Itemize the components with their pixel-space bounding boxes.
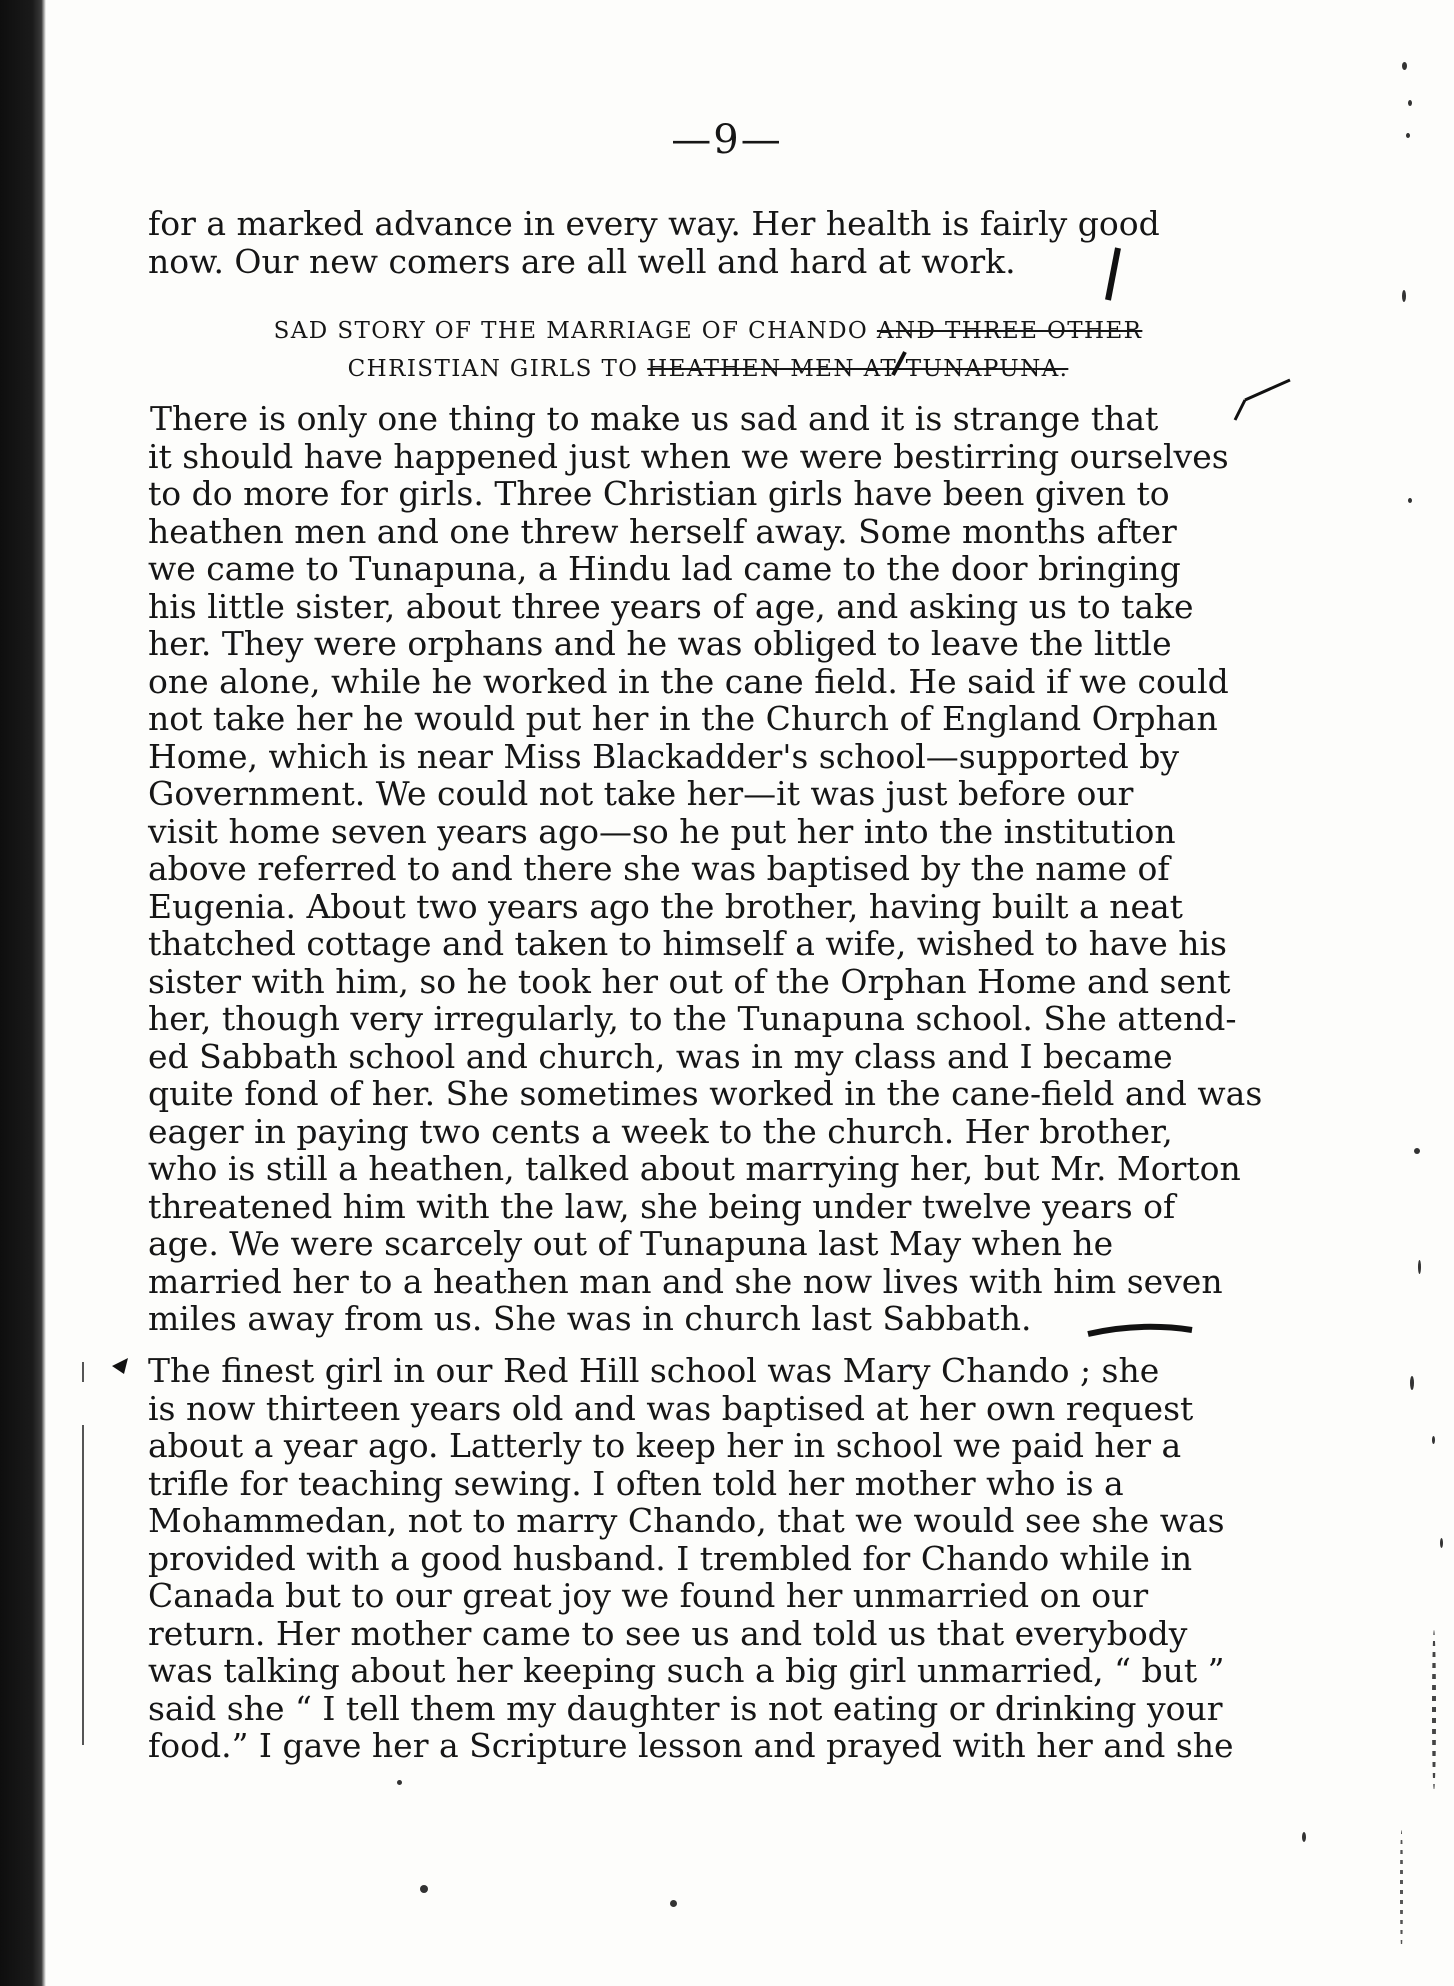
text-line: we came to Tunapuna, a Hindu lad came to the door bringing xyxy=(148,549,1181,588)
scan-speck xyxy=(1406,133,1410,138)
text-line: food.” I gave her a Scripture lesson and prayed with her and she xyxy=(148,1726,1234,1765)
page-number: —9— xyxy=(671,117,783,163)
text-line: it should have happened just when we were bestirring ourselves xyxy=(148,436,1229,476)
scan-speck xyxy=(397,1780,402,1785)
heading-line-1-struck-text: AND THREE OTHER xyxy=(876,318,1143,344)
text-line: thatched cottage and taken to himself a wife, wished to have his xyxy=(148,924,1227,963)
text-line: her. They were orphans and he was obliged to leave the little xyxy=(148,624,1172,663)
text-line: trifle for teaching sewing. I often told her mother who is a xyxy=(148,1463,1124,1503)
scan-speck xyxy=(1408,100,1412,106)
text-line: who is still a heathen, talked about marrying her, but Mr. Morton xyxy=(148,1149,1241,1188)
text-line: now. Our new comers are all well and hard at work. xyxy=(148,241,1016,281)
paragraph-eugenia xyxy=(148,400,1268,1338)
text-line: Home, which is near Miss Blackadder's school—supported by xyxy=(148,736,1180,776)
scan-binding-edge xyxy=(0,0,46,1986)
left-margin-tick xyxy=(82,1362,84,1382)
text-line: heathen men and one threw herself away. Some months after xyxy=(148,511,1177,551)
scan-speck xyxy=(1440,1538,1443,1548)
text-line: said she “ I tell them my daughter is not eating or drinking your xyxy=(148,1688,1223,1728)
text-line: Eugenia. About two years ago the brother, having built a neat xyxy=(148,886,1183,926)
text-line: visit home seven years ago—so he put her into the institution xyxy=(148,811,1176,851)
scan-speck xyxy=(420,1885,428,1893)
heading-line-1-text: SAD STORY OF THE MARRIAGE OF CHANDO xyxy=(273,318,869,344)
scan-speck xyxy=(1414,1148,1420,1154)
text-line: to do more for girls. Three Christian girls have been given to xyxy=(148,474,1170,513)
heading-line-2-text: CHRISTIAN GIRLS TO xyxy=(347,356,639,382)
text-line: his little sister, about three years of age, and asking us to take xyxy=(148,586,1194,626)
text-line: quite fond of her. She sometimes worked in the cane-field and was xyxy=(148,1074,1263,1113)
text-line: There is only one thing to make us sad and it is strange that xyxy=(150,399,1159,438)
text-line: one alone, while he worked in the cane field. He said if we could xyxy=(148,661,1229,701)
left-margin-line xyxy=(82,1425,84,1745)
scan-speck xyxy=(1302,1832,1306,1842)
text-line: was talking about her keeping such a big girl unmarried, “ but ” xyxy=(148,1651,1225,1690)
text-line: Government. We could not take her—it was just before our xyxy=(148,774,1134,813)
paragraph-mary-chando xyxy=(148,1352,1268,1765)
text-line: return. Her mother came to see us and told us that everybody xyxy=(148,1613,1188,1653)
scan-speck xyxy=(1432,1436,1435,1444)
text-line: age. We were scarcely out of Tunapuna last May when he xyxy=(148,1224,1114,1263)
scan-speck xyxy=(1418,1260,1421,1274)
text-line: for a marked advance in every way. Her health is fairly good xyxy=(148,204,1160,243)
scan-speck xyxy=(1402,290,1406,302)
text-line: eager in paying two cents a week to the church. Her brother, xyxy=(148,1111,1173,1151)
scan-speck xyxy=(1400,1830,1403,1950)
text-line: about a year ago. Latterly to keep her in school we paid her a xyxy=(148,1426,1182,1465)
paragraph-indent-mark xyxy=(112,1358,128,1374)
text-line: ed Sabbath school and church, was in my class and I became xyxy=(148,1036,1173,1076)
scan-speck xyxy=(1402,62,1407,70)
heading-line-2-struck-text: HEATHEN MEN AT TUNAPUNA. xyxy=(647,356,1069,382)
text-line: provided with a good husband. I trembled for Chando while in xyxy=(148,1538,1193,1578)
scan-speck xyxy=(1432,1630,1436,1790)
text-line: sister with him, so he took her out of the Orphan Home and sent xyxy=(148,961,1231,1001)
section-heading xyxy=(148,312,1268,388)
text-line: above referred to and there she was baptised by the name of xyxy=(148,849,1170,888)
text-line: married her to a heathen man and she now lives with him seven xyxy=(148,1261,1223,1301)
heading-line-2 xyxy=(148,350,1268,388)
text-line: threatened him with the law, she being under twelve years of xyxy=(148,1186,1176,1226)
text-line: her, though very irregularly, to the Tunapuna school. She attend- xyxy=(148,999,1237,1038)
text-line: is now thirteen years old and was baptised at her own request xyxy=(148,1388,1194,1428)
text-line: Canada but to our great joy we found her unmarried on our xyxy=(148,1576,1149,1615)
scan-speck xyxy=(1410,1376,1414,1390)
scan-speck xyxy=(670,1900,677,1907)
text-line: not take her he would put her in the Church of England Orphan xyxy=(148,699,1218,738)
text-line: miles away from us. She was in church last Sabbath. xyxy=(148,1299,1032,1338)
heading-line-1 xyxy=(148,312,1268,350)
text-line: Mohammedan, not to marry Chando, that we would see she was xyxy=(148,1501,1225,1540)
intro-paragraph xyxy=(148,205,1268,280)
text-line: The finest girl in our Red Hill school was Mary Chando ; she xyxy=(148,1351,1160,1390)
scan-speck xyxy=(1408,498,1412,503)
